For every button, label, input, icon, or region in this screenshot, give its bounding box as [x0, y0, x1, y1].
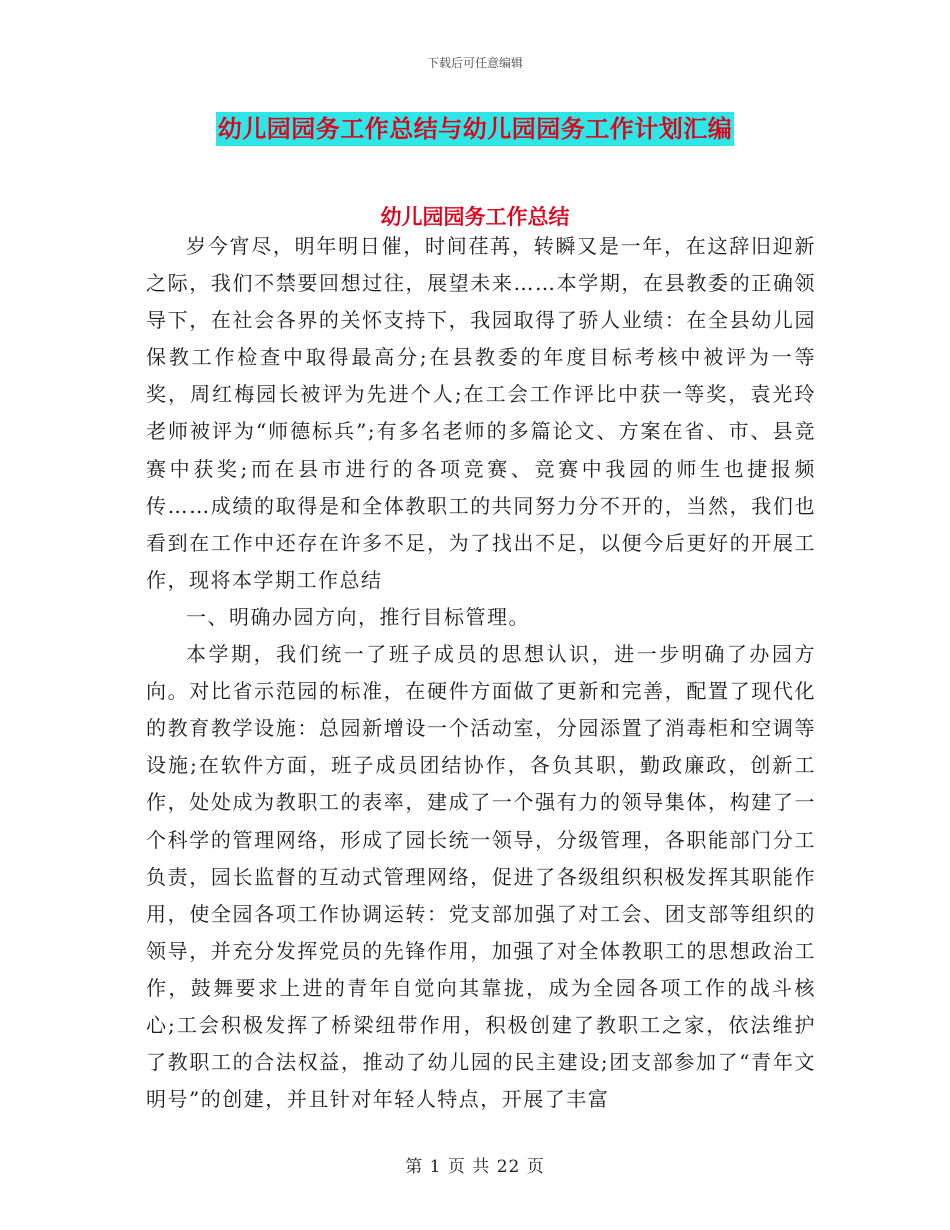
main-title-container: [0, 112, 950, 146]
main-title: 幼儿园园务工作总结与幼儿园园务工作计划汇编: [216, 112, 735, 146]
page-footer: 第 1 页 共 22 页: [405, 1157, 545, 1177]
header-note: 下载后可任意编辑: [426, 56, 523, 70]
body-heading-1: 一、明确办园方向，推行目标管理。: [186, 604, 530, 629]
section-title: 幼儿园园务工作总结: [380, 205, 570, 229]
body-paragraph-2: 本学期，我们统一了班子成员的思想认识，进一步明确了办园方向。对比省示范园的标准，在硬件方面做了更新和完善，配置了现代化的教育教学设施：总园新增设一个活动室，分园添置了消毒柜和空调等设施;在软件方面，班子成员团结协作，各负其职，勤政廉政，创新工作，处处成为教职工的表率，建成了一个强有力的领导集体，构建了一个科学的管理网络，形成了园长统一领导，分级管理，各职能部门分工负责，园长监督的互动式管理网络，促进了各级组织积极发挥其职能作用，使全园各项工作协调运转：党支部加强了对工会、团支部等组织的领导，并充分发挥党员的先锋作用，加强了对全体教职工的思想政治工作，鼓舞要求上进的青年自觉向其靠拢，成为全园各项工作的战斗核心;工会积极发挥了桥梁纽带作用，积极创建了教职工之家，依法维护了教职工的合法权益，推动了幼儿园的民主建设;团支部参加了“青年文明号”的创建，并且针对年轻人特点，开展了丰富: [146, 642, 816, 1112]
body-paragraph-intro: 岁今宵尽，明年明日催，时间荏苒，转瞬又是一年，在这辞旧迎新之际，我们不禁要回想过往，展望未来……本学期，在县教委的正确领导下，在社会各界的关怀支持下，我园取得了骄人业绩：在全县幼儿园保教工作检查中取得最高分;在县教委的年度目标考核中被评为一等奖，周红梅园长被评为先进个人;在工会工作评比中获一等奖，袁光玲老师被评为“师德标兵”;有多名老师的多篇论文、方案在省、市、县竞赛中获奖;而在县市进行的各项竞赛、竞赛中我园的师生也捷报频传……成绩的取得是和全体教职工的共同努力分不开的，当然，我们也看到在工作中还存在许多不足，为了找出不足，以便今后更好的开展工作，现将本学期工作总结: [146, 234, 816, 592]
document-body: [146, 228, 816, 1118]
